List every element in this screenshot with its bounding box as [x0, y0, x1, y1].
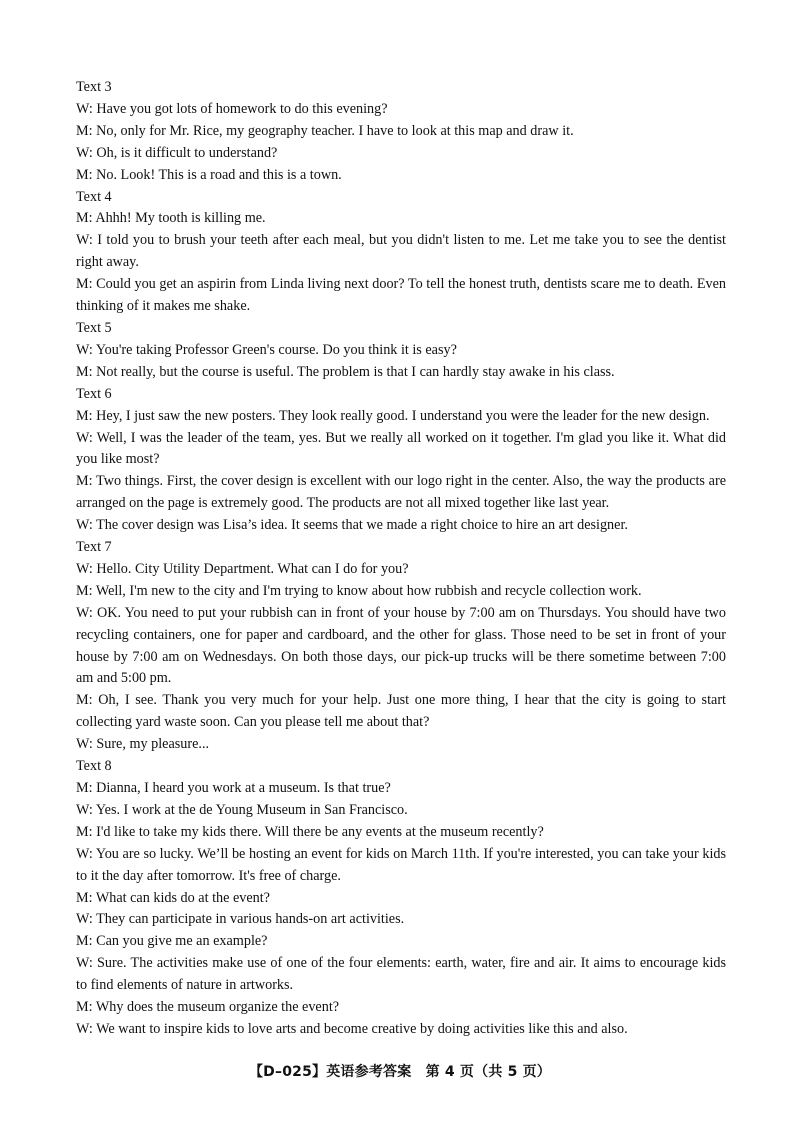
section-heading-text-4: Text 4	[76, 188, 112, 205]
dialogue-line: M: What can kids do at the event?	[76, 889, 270, 906]
section-heading-text-8: Text 8	[76, 758, 112, 775]
section-heading-text-6: Text 6	[76, 385, 112, 402]
dialogue-line: W: Sure, my pleasure...	[76, 736, 210, 753]
dialogue-line: W: We want to inspire kids to love arts and become creative by doing activities like this and also.	[76, 1020, 628, 1037]
dialogue-line: M: Not really, but the course is useful. The problem is that I can hardly stay awake in his class.	[76, 363, 615, 380]
dialogue-line: W: They can participate in various hands-on art activities.	[76, 911, 405, 928]
dialogue-line: W: Yes. I work at the de Young Museum in San Francisco.	[76, 801, 408, 818]
dialogue-line: M: Why does the museum organize the event?	[76, 999, 340, 1016]
dialogue-line: W: You are so lucky. We’ll be hosting an event for kids on March 11th. If you're interested, you can take your kids to it the day after tomorrow. It's free of charge.	[76, 845, 726, 884]
dialogue-line: M: No, only for Mr. Rice, my geography teacher. I have to look at this map and draw it.	[76, 122, 574, 139]
dialogue-line: M: Can you give me an example?	[76, 933, 268, 950]
section-heading-text-3: Text 3	[76, 79, 112, 95]
document-body	[76, 77, 726, 1041]
page-footer: 【D–025】英语参考答案 第 4 页（共 5 页）	[248, 1064, 552, 1080]
dialogue-line: W: The cover design was Lisa’s idea. It seems that we made a right choice to hire an art designer.	[76, 517, 628, 534]
dialogue-line: M: Dianna, I heard you work at a museum. Is that true?	[76, 780, 391, 796]
dialogue-line: M: Well, I'm new to the city and I'm trying to know about how rubbish and recycle collection work.	[76, 582, 642, 599]
dialogue-line: W: Sure. The activities make use of one of the four elements: earth, water, fire and air. It aims to encourage kids to find elements of nature in artworks.	[76, 955, 726, 994]
dialogue-line: M: Ahhh! My tooth is killing me.	[76, 210, 266, 227]
dialogue-line: M: Two things. First, the cover design is excellent with our logo right in the center. Also, the way the products are arranged on the page is extremely good. The products are not all mixed together like last year.	[76, 473, 726, 512]
dialogue-line: M: Hey, I just saw the new posters. They look really good. I understand you were the leader for the new design.	[76, 407, 710, 424]
dialogue-line: M: Could you get an aspirin from Linda living next door? To tell the honest truth, dentists scare me to death. Even thinking of it makes me shake.	[76, 276, 726, 315]
dialogue-line: W: Oh, is it difficult to understand?	[76, 144, 278, 161]
dialogue-line: M: Oh, I see. Thank you very much for your help. Just one more thing, I hear that the city is going to start collecting yard waste soon. Can you please tell me about that?	[76, 692, 726, 731]
dialogue-line: W: Hello. City Utility Department. What can I do for you?	[76, 560, 409, 577]
dialogue-line: W: Have you got lots of homework to do this evening?	[76, 100, 388, 117]
dialogue-line: W: OK. You need to put your rubbish can in front of your house by 7:00 am on Thursdays. You should have two recycling containers, one for paper and cardboard, and the other for glass. Those need to be set in front of your house by 7:00 am on Wednesdays. On both those days, our pick-up trucks will be there sometime between 7:00 am and 5:00 pm.	[76, 604, 726, 687]
section-heading-text-5: Text 5	[76, 319, 112, 336]
dialogue-line: W: You're taking Professor Green's course. Do you think it is easy?	[76, 341, 457, 358]
section-heading-text-7: Text 7	[76, 539, 112, 556]
dialogue-line: M: I'd like to take my kids there. Will there be any events at the museum recently?	[76, 823, 544, 840]
dialogue-line: W: Well, I was the leader of the team, yes. But we really all worked on it together. I'm glad you like it. What did you like most?	[76, 429, 726, 468]
dialogue-line: M: No. Look! This is a road and this is a town.	[76, 166, 342, 183]
dialogue-line: W: I told you to brush your teeth after each meal, but you didn't listen to me. Let me take you to see the dentist right away.	[76, 232, 726, 271]
